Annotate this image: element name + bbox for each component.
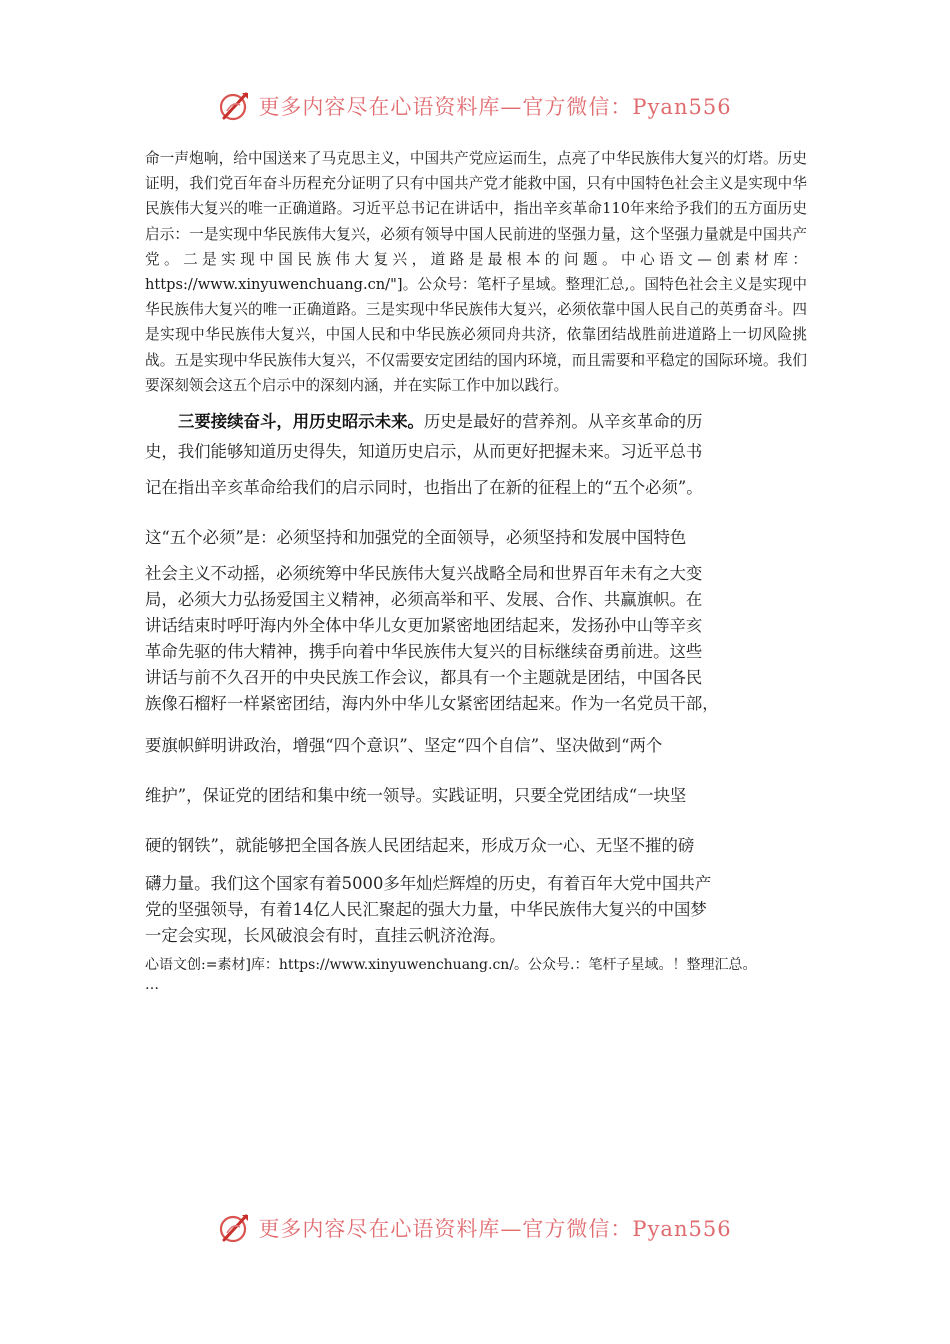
text-line: 族像石榴籽一样紧密团结，海内外中华儿女紧密团结起来。作为一名党员干部， bbox=[145, 694, 719, 714]
text-line: 礴力量。我们这个国家有着5000多年灿烂辉煌的历史，有着百年大党中国共产 bbox=[145, 874, 712, 894]
text-line: 革命先驱的伟大精神，携手向着中华民族伟大复兴的目标继续奋勇前进。这些 bbox=[145, 642, 703, 662]
banner-text: 更多内容尽在心语资料库—官方微信：Pyan556 bbox=[258, 1217, 732, 1241]
text-line: 三要接续奋斗，用历史昭示未来。历史是最好的营养剂。从辛亥革命的历 bbox=[178, 412, 703, 432]
text-line: 这“五个必须”是：必须坚持和加强党的全面领导，必须坚持和发展中国特色 bbox=[145, 528, 687, 548]
paragraph-historical-lessons: 命一声炮响，给中国送来了马克思主义，中国共产党应运而生，点亮了中华民族伟大复兴的灯塔。历史证明，我们党百年奋斗历程充分证明了只有中国共产党才能救中国，只有中国特色社会主义是实现中华民族伟大复兴的唯一正确道路。习近平总书记在讲话中，指出辛亥革命110年来给予我们的五方面历史启示：一是实现中华民族伟大复兴，必须有领导中国人民前进的坚强力量，这个坚强力量就是中国共产党。二是实现中国民族伟大复兴，道路是最根本的问题。中心语文—创素材库：https://www.xinyuwenchuang.cn/"]。公众号：笔杆子星域。整理汇总,。国特色社会主义是实现中华民族伟大复兴的唯一正确道路。三是实现中华民族伟大复兴，必须依靠中国人民自己的英勇奋斗。四是实现中华民族伟大复兴，中国人民和中华民族必须同舟共济，依靠团结战胜前进道路上一切风险挑战。五是实现中华民族伟大复兴，不仅需要安定团结的国内环境，而且需要和平稳定的国际环境。我们要深刻领会这五个启示中的深刻内涵，并在实际工作中加以践行。 bbox=[145, 150, 807, 394]
text-line: 史，我们能够知道历史得失，知道历史启示，从而更好把握未来。习近平总书 bbox=[145, 442, 703, 462]
paragraph-lead: 三要接续奋斗，用历史昭示未来。 bbox=[178, 412, 424, 432]
pen-logo-icon bbox=[218, 1211, 252, 1245]
text-line: 党的坚强领导，有着14亿人民汇聚起的强大力量，中华民族伟大复兴的中国梦 bbox=[145, 900, 707, 920]
source-note-ellipsis: … bbox=[145, 977, 159, 994]
text-line: 社会主义不动摇，必须统筹中华民族伟大复兴战略全局和世界百年未有之大变 bbox=[145, 564, 703, 584]
source-note: 心语文创:=素材]库：https://www.xinyuwenchuang.cn/。公众号.：笔杆子星域。！整理汇总。 bbox=[145, 957, 757, 974]
pen-logo-icon bbox=[218, 89, 252, 123]
paragraph-continue-struggle bbox=[145, 407, 807, 953]
footer-banner bbox=[0, 1206, 950, 1250]
text-line: 维护”，保证党的团结和集中统一领导。实践证明，只要全党团结成“一块坚 bbox=[145, 786, 687, 806]
text-line: 记在指出辛亥革命给我们的启示同时，也指出了在新的征程上的“五个必须”。 bbox=[145, 478, 703, 498]
header-banner bbox=[0, 84, 950, 128]
banner-text: 更多内容尽在心语资料库—官方微信：Pyan556 bbox=[258, 95, 732, 119]
document-body bbox=[145, 146, 807, 993]
text-line: 要旗帜鲜明讲政治，增强“四个意识”、坚定“四个自信”、坚决做到“两个 bbox=[145, 736, 663, 756]
text-line: 讲话与前不久召开的中央民族工作会议，都具有一个主题就是团结，中国各民 bbox=[145, 668, 703, 688]
text-line: 一定会实现，长风破浪会有时，直挂云帆济沧海。 bbox=[145, 926, 506, 946]
text-line: 局，必须大力弘扬爱国主义精神，必须高举和平、发展、合作、共赢旗帜。在 bbox=[145, 590, 703, 610]
text-line: 硬的钢铁”，就能够把全国各族人民团结起来，形成万众一心、无坚不摧的磅 bbox=[145, 836, 695, 856]
text-line: 讲话结束时呼吁海内外全体中华儿女更加紧密地团结起来，发扬孙中山等辛亥 bbox=[145, 616, 703, 636]
